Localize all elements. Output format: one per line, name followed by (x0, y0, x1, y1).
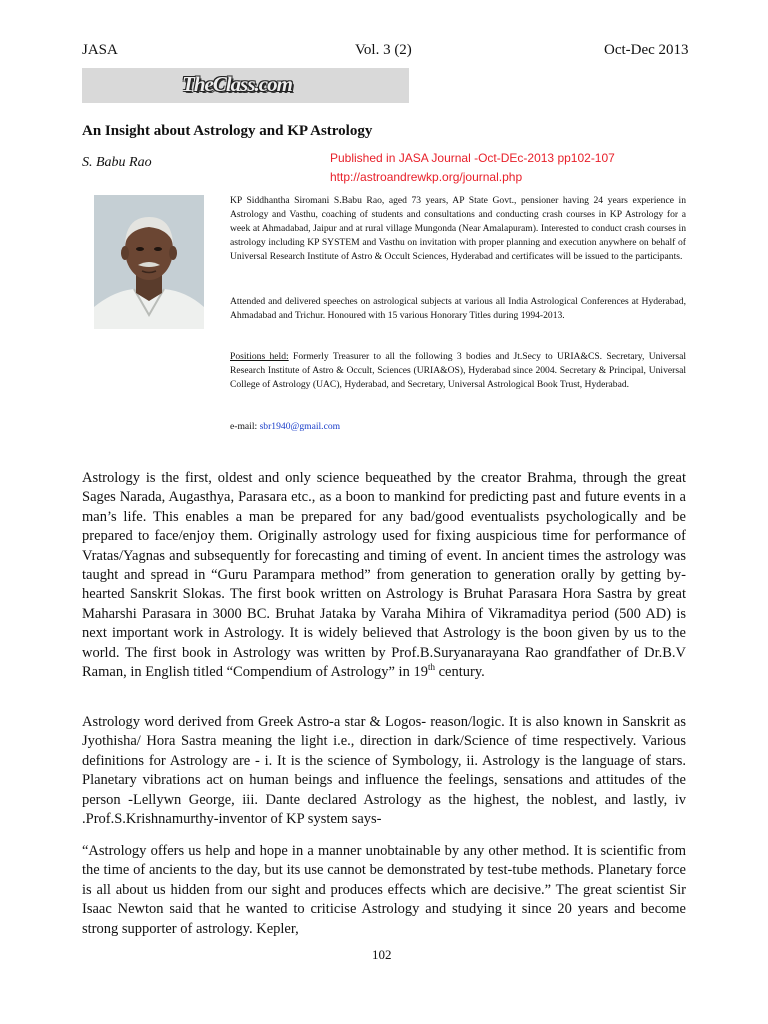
author-portrait-image (94, 195, 204, 329)
bio-paragraph: KP Siddhantha Siromani S.Babu Rao, aged 73 years, AP State Govt., pensioner having 24 years experience in Astrology and Vasthu, coaching of students and consultations and conducting crash courses in KP Astrology for a week at Ahmadabad, Jaipur and at rural village Mungonda (Near Amalapuram). Interested to conduct crash courses in astrology including KP SYSTEM and Vasthu on invitation with proper planning and execution anywhere on behalf of Universal Research Institute of Astro & Occult Sciences, Hyderabad and certificates will be issued to the participants. (230, 195, 686, 263)
body-paragraph: Astrology word derived from Greek Astro-a star & Logos- reason/logic. It is also known in Sanskrit as Jyothisha/ Hora Sastra meaning the light i.e., direction in dark/Science of time respectively. Various definitions for Astrology are - i. It is the science of Symbology, ii. Astrology is the language of stars. Planetary vibrations act on human beings and influence the feelings, sensations and attitudes of the person -Lellywn George, iii. Dante declared Astrology as the highest, the noblest, and lastly, iv .Prof.S.Krishnamurthy-inventor of KP system says- (82, 714, 686, 828)
article-title: An Insight about Astrology and KP Astrology (82, 123, 373, 139)
positions-label: Positions held: (230, 351, 289, 362)
email-link[interactable]: sbr1940@gmail.com (259, 421, 341, 432)
paragraph-text: Astrology is the first, oldest and only science bequeathed by the creator Brahma, through the great Sages Narada, Augasthya, Parasara etc., as a boon to mankind for predicting past and future events in a man’s life. This enables a man be prepared for any bad/good eventualists psychologically and be prepared to face/enjoy them. Originally astrology used for fixing auspicious time for performance of Vratas/Yagnas and subsequently for forecasting and timing of event. In ancient times the astrology was taught and spread in “Guru Parampara method” from generation to generation orally by getting by-hearted Sanskrit Slokas. The first book written on Astrology is Bruhat Parasara Hora Sastra by great Maharshi Parasara in 3000 BC. Bruhat Jataka by Varaha Mihira of Vikramaditya period (500 AD) is next important work in Astrology. It is widely believed that Astrology is the boon given by us to the world. The first book in Astrology was written by Prof.B.Suryanarayana Rao grandfather of Dr.B.V Raman, in English titled “Compendium of Astrology” in 19 (82, 470, 686, 681)
page-number: 102 (372, 947, 392, 962)
volume-label: Vol. 3 (2) (355, 42, 412, 58)
email-label: e-mail: (230, 421, 260, 432)
issue-date: Oct-Dec 2013 (604, 42, 689, 58)
published-note: Published in JASA Journal -Oct-DEc-2013 pp102-107 (330, 151, 615, 165)
bio-paragraph: Attended and delivered speeches on astrological subjects at various all India Astrological Conferences at Hyderabad, Ahmadabad and Trichur. Honoured with 15 various Honorary Titles during 1994-2013. (230, 296, 686, 322)
positions-text: Formerly Treasurer to all the following 3 bodies and Jt.Secy to URIA&CS. Secretary, Universal Research Institute of Astro & Occult, Sciences (URIA&OS), Hyderabad since 2004. Secretary & Principal, Universal College of Astrology (UAC), Hyderabad, and Secretary, Universal Astrological Book Trust, Hyderabad. (230, 351, 686, 391)
journal-link[interactable]: http://astroandrewkp.org/journal.php (330, 170, 523, 184)
bio-positions (230, 350, 686, 392)
body-paragraph (82, 469, 686, 682)
body-paragraph: “Astrology offers us help and hope in a manner unobtainable by any other method. It is scientific from the time of ancients to the day, but its use cannot be demonstrated by test-tube methods. Planetary force is all about us hidden from our sight and produces effects which are decisive.” The great scientist Sir Isaac Newton said that he wanted to criticise Astrology and studying it since 20 years and become strong supporter of astrology. Kepler, (82, 843, 686, 937)
site-logo: TheClass.com (182, 72, 292, 96)
bio-email (230, 420, 686, 434)
journal-name: JASA (82, 42, 118, 58)
paragraph-text-end: century. (434, 664, 485, 681)
author-name: S. Babu Rao (82, 155, 152, 170)
site-banner (82, 68, 409, 103)
superscript: th (427, 662, 435, 673)
author-photo (94, 195, 204, 329)
